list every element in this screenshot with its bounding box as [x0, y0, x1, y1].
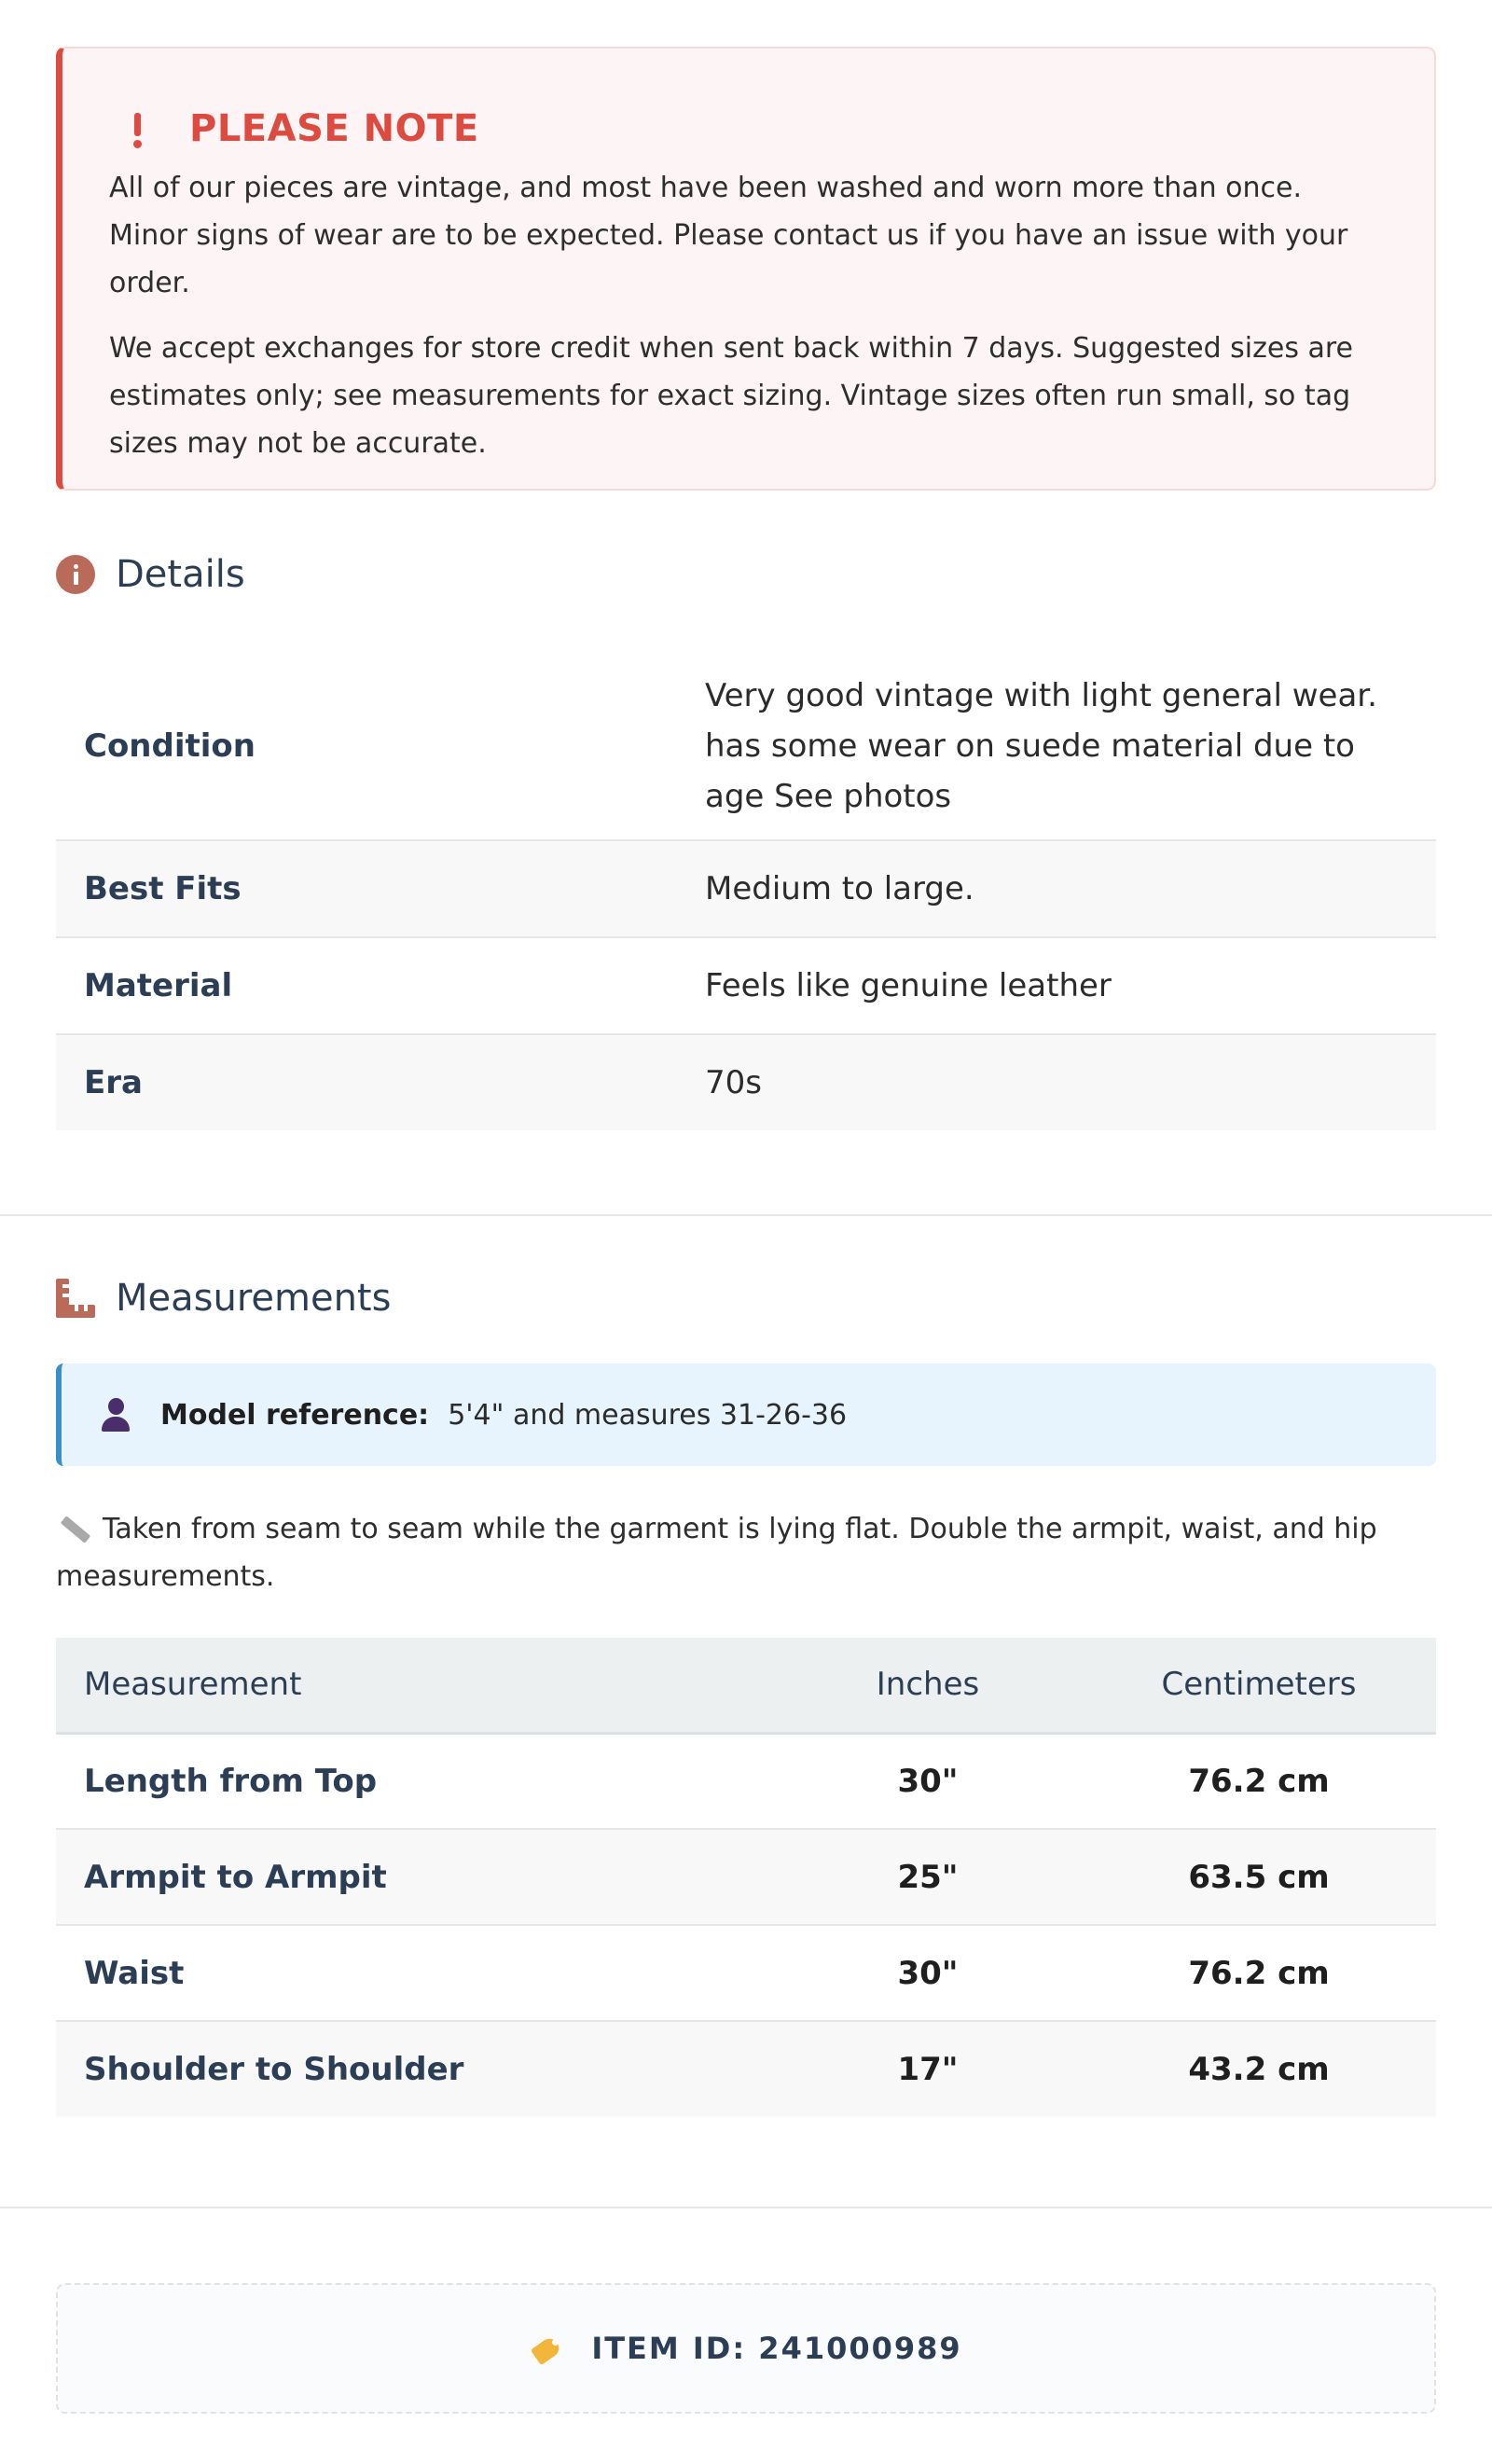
measurement-name: Armpit to Armpit: [56, 1829, 774, 1925]
details-row-best-fits: [56, 840, 1436, 937]
exclamation-icon: [124, 106, 152, 151]
ruler-icon: [56, 1279, 95, 1318]
details-row-condition: [56, 653, 1436, 840]
detail-value: Feels like genuine leather: [677, 937, 1436, 1034]
measurement-inches: 17": [774, 2021, 1082, 2117]
details-table: [56, 653, 1436, 1130]
model-reference-label: Model reference:: [160, 1398, 430, 1432]
measurements-header-row: [56, 1638, 1436, 1733]
pencil-icon: [56, 1514, 90, 1542]
measurement-name: Length from Top: [56, 1733, 774, 1829]
info-icon: [56, 555, 95, 594]
measurement-note-text: Taken from seam to seam while the garment is lying flat. Double the armpit, waist, and hip measurements.: [56, 1513, 1377, 1593]
model-reference-value: 5'4" and measures 31-26-36: [448, 1398, 848, 1432]
detail-label: Condition: [56, 653, 677, 840]
detail-label: Material: [56, 937, 677, 1034]
details-header: [56, 547, 245, 602]
notice-header: [109, 106, 1388, 151]
measurement-cm: 76.2 cm: [1082, 1925, 1436, 2021]
measurement-cm: 43.2 cm: [1082, 2021, 1436, 2117]
detail-value: 70s: [677, 1034, 1436, 1130]
person-icon: [99, 1398, 132, 1432]
notice-title: PLEASE NOTE: [189, 107, 479, 150]
measurement-inches: 30": [774, 1733, 1082, 1829]
item-id-box: [56, 2283, 1436, 2414]
detail-label: Best Fits: [56, 840, 677, 937]
details-title: Details: [116, 553, 245, 596]
table-row: [56, 2021, 1436, 2117]
detail-value: Very good vintage with light general wear. has some wear on suede material due to age See photos: [677, 653, 1436, 840]
table-row: [56, 1925, 1436, 2021]
measurement-inches: 25": [774, 1829, 1082, 1925]
table-row: [56, 1829, 1436, 1925]
detail-label: Era: [56, 1034, 677, 1130]
details-row-era: [56, 1034, 1436, 1130]
measurement-inches: 30": [774, 1925, 1082, 2021]
section-divider: [0, 2207, 1492, 2208]
tag-icon: [530, 2332, 567, 2365]
measurement-name: Shoulder to Shoulder: [56, 2021, 774, 2117]
measurements-table: [56, 1638, 1436, 2117]
model-reference-box: [56, 1364, 1436, 1466]
notice-paragraph: We accept exchanges for store credit when sent back within 7 days. Suggested sizes are estimates only; see measurements for exact sizing. Vintage sizes often run small, so tag sizes may not be accurate.: [109, 332, 1354, 460]
measurement-note: [56, 1505, 1436, 1600]
measurement-cm: 63.5 cm: [1082, 1829, 1436, 1925]
column-header: Centimeters: [1082, 1638, 1436, 1733]
detail-value: Medium to large.: [677, 840, 1436, 937]
item-id-text: ITEM ID: 241000989: [591, 2331, 962, 2366]
table-row: [56, 1733, 1436, 1829]
column-header: Measurement: [56, 1638, 774, 1733]
measurement-cm: 76.2 cm: [1082, 1733, 1436, 1829]
measurements-header: [56, 1270, 391, 1326]
section-divider: [0, 1214, 1492, 1216]
please-note-box: [56, 47, 1436, 491]
details-row-material: [56, 937, 1436, 1034]
measurement-name: Waist: [56, 1925, 774, 2021]
column-header: Inches: [774, 1638, 1082, 1733]
measurements-title: Measurements: [116, 1277, 392, 1320]
notice-paragraph: All of our pieces are vintage, and most have been washed and worn more than once. Minor signs of wear are to be expected. Please contact us if you have an issue with your order.: [109, 172, 1348, 299]
